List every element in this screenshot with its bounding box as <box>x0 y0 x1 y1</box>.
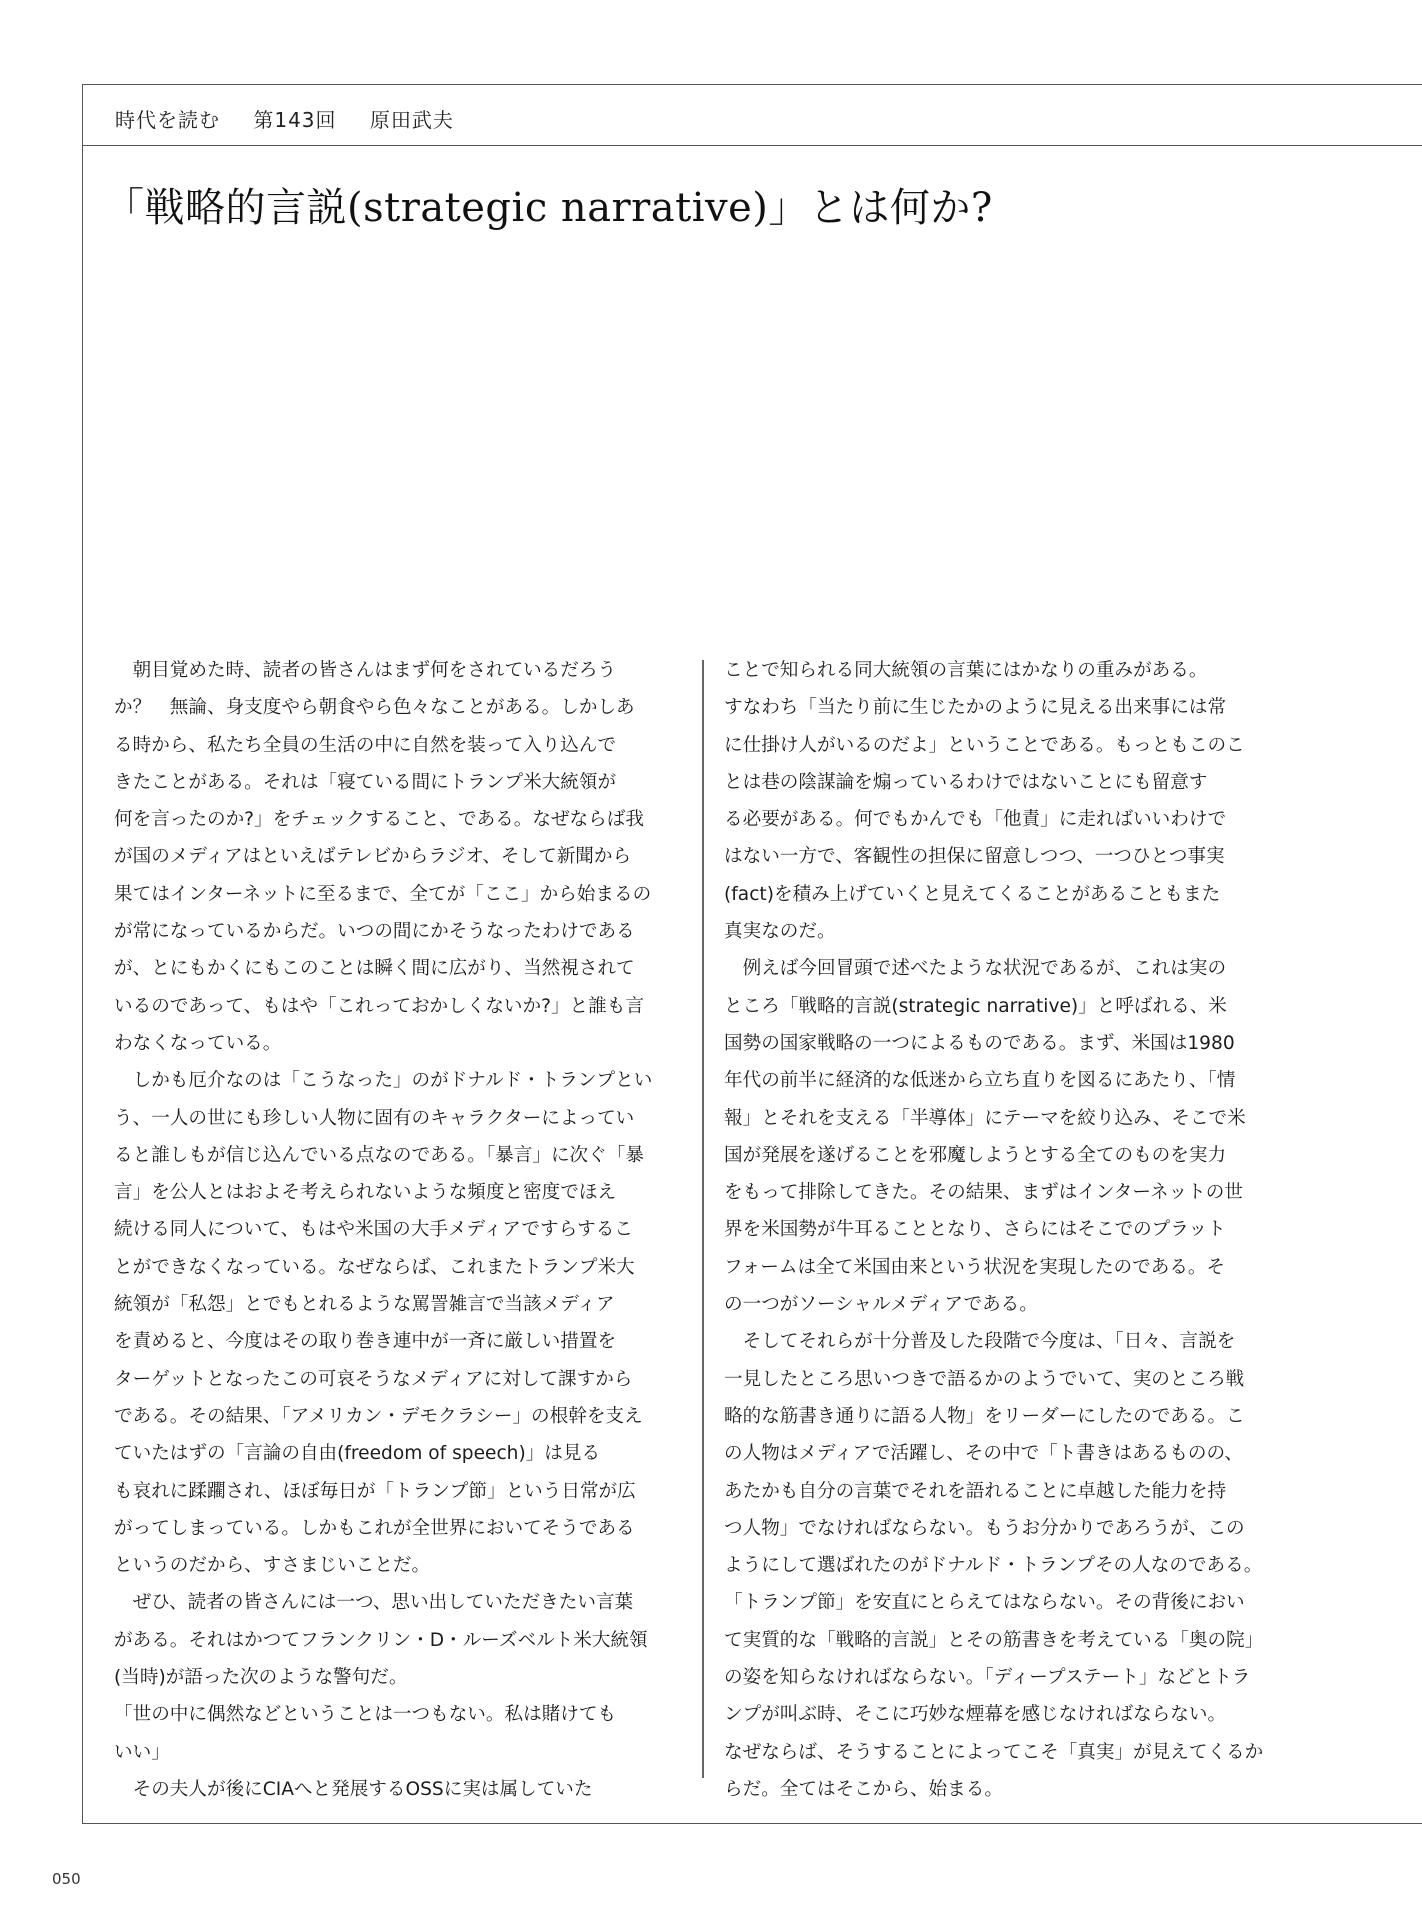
text-line: しかも厄介なのは「こうなった」のがドナルド・トランプとい <box>132 1070 653 1092</box>
text-line: 略的な筋書き通りに語る人物」をリーダーにしたのである。こ <box>724 1405 1245 1427</box>
text-line: ぜひ、読者の皆さんには一つ、思い出していただきたい言葉 <box>132 1592 634 1614</box>
paragraph <box>114 1584 682 1696</box>
paragraph <box>114 652 682 1062</box>
text-line: 一見したところ思いつきで語るかのようでいて、実のところ戦 <box>724 1368 1245 1390</box>
text-line: がってしまっている。しかもこれが全世界においてそうである <box>114 1517 635 1539</box>
text-line: 統領が「私怨」とでもとれるような罵詈雑言で当該メディア <box>114 1294 615 1316</box>
paragraph <box>114 1696 682 1771</box>
text-line: (fact)を積み上げていくと見えてくることがあることもまた <box>724 883 1221 905</box>
text-line: とは巷の陰謀論を煽っているわけではないことにも留意す <box>724 771 1208 793</box>
text-line: 何を言ったのか?」をチェックすること、である。なぜならば我 <box>114 809 644 831</box>
text-line: る必要がある。何でもかんでも「他責」に走ればいいわけで <box>724 809 1227 831</box>
paragraph <box>724 652 1292 950</box>
text-line: なぜならば、そうすることによってこそ「真実」が見えてくるか <box>724 1741 1264 1763</box>
text-line: すなわち「当たり前に生じたかのように見える出来事には常 <box>724 697 1227 719</box>
text-line: ていたはずの「言論の自由(freedom of speech)」は見る <box>114 1443 601 1465</box>
series-name: 時代を読む <box>115 108 220 132</box>
text-line: る時から、私たち全員の生活の中に自然を装って入り込んで <box>114 734 617 756</box>
paragraph <box>114 1062 682 1584</box>
text-line: 国勢の国家戦略の一つによるものである。まず、米国は1980 <box>724 1032 1235 1054</box>
text-line: である。その結果、「アメリカン・デモクラシー」の根幹を支え <box>114 1405 643 1427</box>
text-line: 真実なのだ。 <box>724 921 836 943</box>
text-line: わなくなっている。 <box>114 1032 282 1054</box>
left-column <box>114 652 682 1808</box>
text-line: あたかも自分の言葉でそれを語れることに卓越した能力を持 <box>724 1480 1227 1502</box>
text-line: 果てはインターネットに至るまで、全てが「ここ」から始まるの <box>114 883 652 905</box>
text-line: 例えば今回冒頭で述べたような状況であるが、これは実の <box>742 958 1227 980</box>
text-line: いるのであって、もはや「これっておかしくないか?」と誰も言 <box>114 995 644 1017</box>
text-line: いい」 <box>114 1741 170 1763</box>
text-line: の人物はメディアで活躍し、その中で「ト書きはあるものの、 <box>724 1443 1243 1465</box>
text-line: に仕掛け人がいるのだよ」ということである。もっともこのこ <box>724 734 1245 756</box>
text-line: がある。それはかつてフランクリン・D・ルーズベルト米大統領 <box>114 1629 648 1651</box>
text-line: の一つがソーシャルメディアである。 <box>724 1294 1038 1316</box>
text-line: というのだから、すさまじいことだ。 <box>114 1555 431 1577</box>
text-line: 朝目覚めた時、読者の皆さんはまず何をされているだろう <box>132 660 617 681</box>
text-line: う、一人の世にも珍しい人物に固有のキャラクターによってい <box>114 1107 635 1129</box>
text-line: 「トランプ節」を安直にとらえてはならない。その背後におい <box>724 1592 1245 1614</box>
text-line: はない一方で、客観性の担保に留意しつつ、一つひとつ事実 <box>724 846 1225 868</box>
text-line: も哀れに蹂躙され、ほぼ毎日が「トランプ節」という日常が広 <box>114 1480 636 1502</box>
text-line: 年代の前半に経済的な低迷から立ち直りを図るにあたり、「情 <box>724 1070 1236 1092</box>
right-column <box>724 652 1292 1808</box>
text-line: つ人物」でなければならない。もうお分かりであろうが、この <box>724 1517 1245 1539</box>
text-line: ンプが叫ぶ時、そこに巧妙な煙幕を感じなければならない。 <box>724 1704 1227 1726</box>
text-line: そしてそれらが十分普及した段階で今度は、「日々、言説を <box>742 1331 1236 1353</box>
column-divider <box>702 660 704 1778</box>
text-line: 言」を公人とはおよそ考えられないような頻度と密度でほえ <box>114 1182 617 1204</box>
text-line: ると誰しもが信じ込んでいる点なのである。「暴言」に次ぐ「暴 <box>114 1144 644 1166</box>
author-name: 原田武夫 <box>369 108 454 132</box>
paragraph <box>114 1771 682 1808</box>
issue-number: 第143回 <box>253 108 337 132</box>
text-line: の姿を知らなければならない。「ディープステート」などとトラ <box>724 1667 1251 1689</box>
text-line: ところ「戦略的言説(strategic narrative)」と呼ばれる、米 <box>724 995 1227 1017</box>
text-line: 報」とそれを支える「半導体」にテーマを絞り込み、そこで米 <box>724 1107 1246 1129</box>
text-line: らだ。全てはそこから、始まる。 <box>724 1778 1003 1800</box>
text-line: か？ 無論、身支度やら朝食やら色々なことがある。しかしあ <box>114 697 635 719</box>
text-line: ようにして選ばれたのがドナルド・トランプその人なのである。 <box>724 1555 1263 1577</box>
paragraph <box>724 950 1292 1323</box>
article-title: 「戦略的言説(strategic narrative)」とは何か? <box>104 185 993 231</box>
text-line: とができなくなっている。なぜならば、これまたトランプ米大 <box>114 1256 635 1278</box>
text-line: が国のメディアはといえばテレビからラジオ、そして新聞から <box>114 846 632 868</box>
text-line: をもって排除してきた。その結果、まずはインターネットの世 <box>724 1182 1243 1204</box>
text-line: ターゲットとなったこの可哀そうなメディアに対して課すから <box>114 1368 633 1390</box>
text-line: 続ける同人について、もはや米国の大手メディアですらするこ <box>114 1219 633 1241</box>
text-line: その夫人が後にCIAへと発展するOSSに実は属していた <box>132 1778 593 1800</box>
page-number: 050 <box>52 1870 81 1888</box>
text-line: が常になっているからだ。いつの間にかそうなったわけである <box>114 921 635 943</box>
text-line: を責めると、今度はその取り巻き連中が一斉に厳しい措置を <box>114 1331 617 1353</box>
text-line: (当時)が語った次のような警句だ。 <box>114 1667 408 1689</box>
paragraph <box>724 1323 1292 1808</box>
text-line: ことで知られる同大統領の言葉にはかなりの重みがある。 <box>724 660 1208 681</box>
text-line: フォームは全て米国由来という状況を実現したのである。そ <box>724 1256 1226 1278</box>
text-line: 国が発展を遂げることを邪魔しようとする全てのものを実力 <box>724 1144 1227 1166</box>
column-header <box>115 104 480 133</box>
text-line: が、とにもかくにもこのことは瞬く間に広がり、当然視されて <box>114 958 635 980</box>
text-line: 界を米国勢が牛耳ることとなり、さらにはそこでのプラット <box>724 1219 1226 1241</box>
text-line: きたことがある。それは「寝ている間にトランプ米大統領が <box>114 771 617 793</box>
text-line: 「世の中に偶然などということは一つもない。私は賭けても <box>114 1704 617 1726</box>
text-line: て実質的な「戦略的言説」とその筋書きを考えている「奥の院」 <box>724 1629 1264 1651</box>
